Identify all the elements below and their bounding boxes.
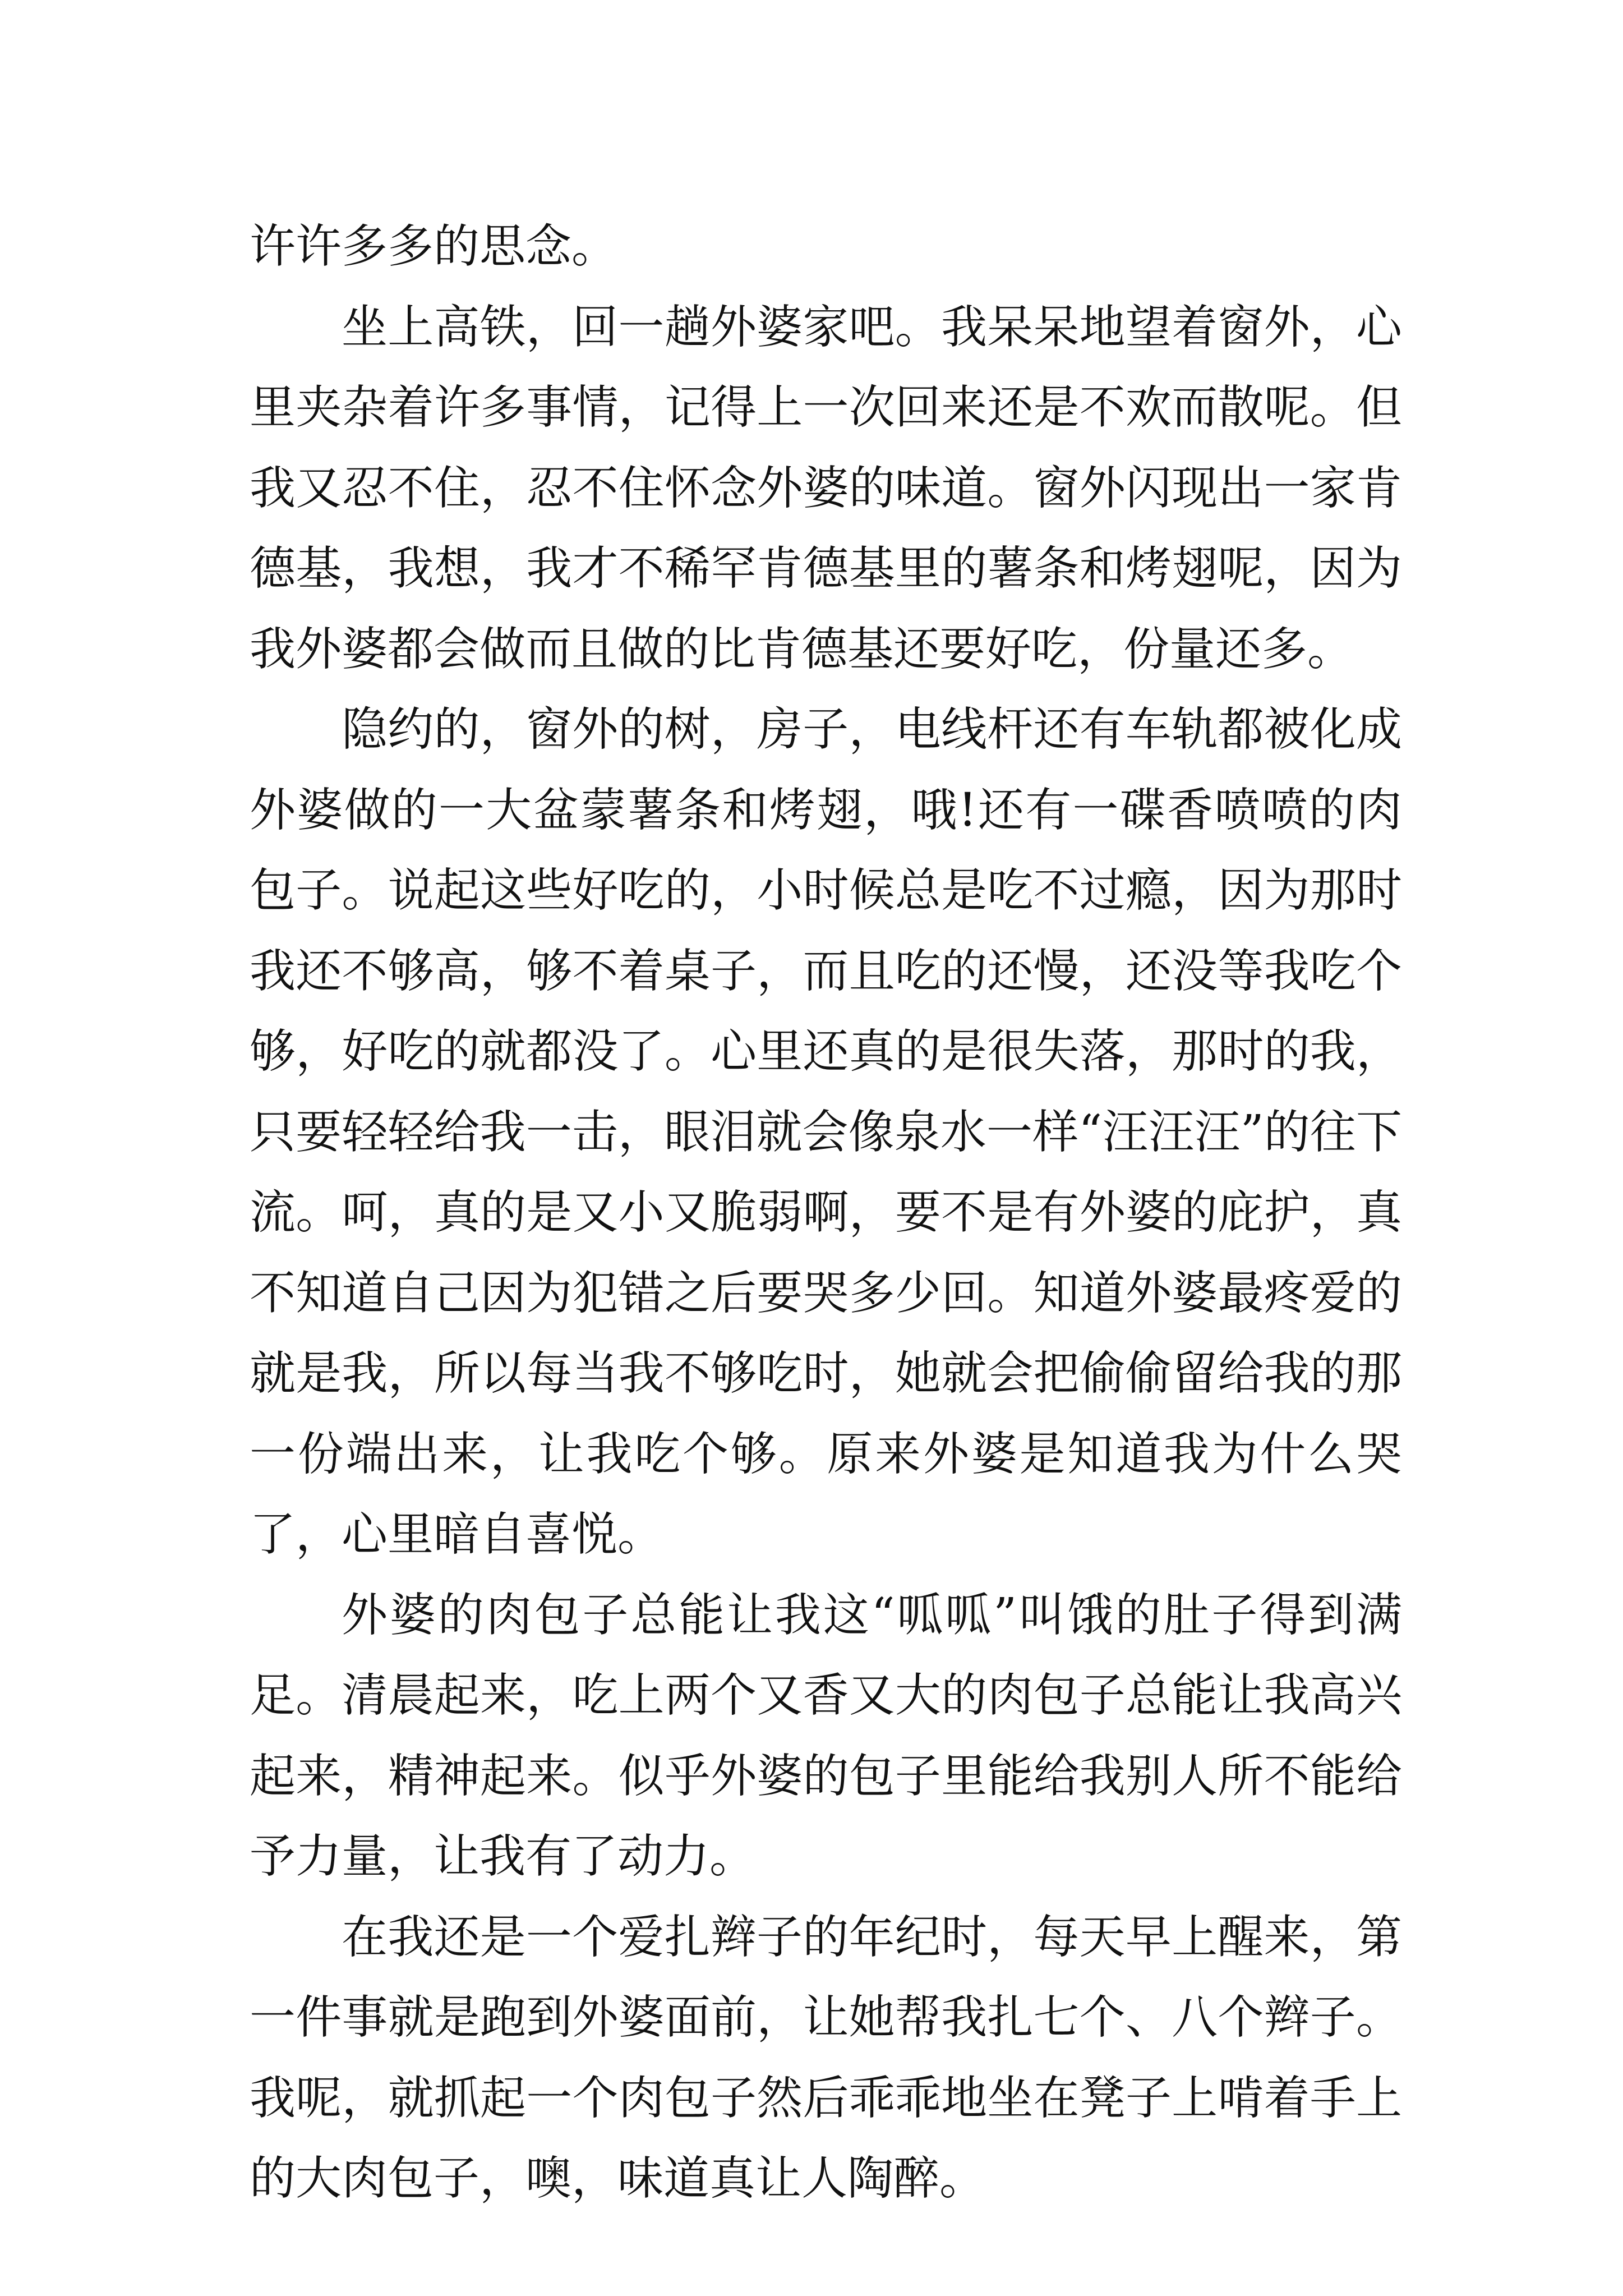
text-line: 忍不住，忍不住怀念外婆的味道。窗外闪现出一家肯德基， xyxy=(250,461,1402,595)
text-line: 说起这些好吃的，小时候总是吃不过瘾，因为那时我还不够 xyxy=(250,864,1402,998)
text-line: 外婆的肉包子总能让我这“呱呱”叫饿的肚子得到满足。 xyxy=(250,1588,1402,1722)
text-line: 清晨起来，吃上两个又香又大的肉包子总能让我高兴起来， xyxy=(250,1669,1402,1803)
text-line: 许许多多的思念。 xyxy=(250,220,618,273)
text-line: 包子，噢，味道真让人陶醉。 xyxy=(388,2152,986,2205)
text-line: 就抓起一个肉包子然后乖乖地坐在凳子上啃着手上的大肉 xyxy=(250,2071,1402,2205)
paragraph-4 xyxy=(250,1575,1402,1897)
text-line: 就都没了。心里还真的是很失落，那时的我，只要轻轻给我 xyxy=(250,1025,1402,1159)
paragraph-3 xyxy=(250,689,1402,1575)
paragraph-5 xyxy=(250,1897,1402,2219)
text-line: 个够。原来外婆是知道我为什么哭了，心里暗自喜悦。 xyxy=(250,1427,1402,1561)
text-line: 坐上高铁，回一趟外婆家吧。我呆呆地望着窗外，心里 xyxy=(250,300,1402,434)
text-line: 婆做的一大盆蒙薯条和烤翅，哦!还有一碟香喷喷的肉包子。 xyxy=(250,783,1402,917)
text-line: 一击，眼泪就会像泉水一样“汪汪汪”的往下流。呵，真的 xyxy=(250,1105,1402,1239)
text-line: 我不够吃时，她就会把偷偷留给我的那一份端出来，让我吃 xyxy=(250,1347,1402,1481)
text-line: 让我有了动力。 xyxy=(434,1830,756,1883)
document-body xyxy=(250,206,1402,2219)
text-line: 犯错之后要哭多少回。知道外婆最疼爱的就是我，所以每当 xyxy=(250,1266,1402,1400)
text-line: 会做而且做的比肯德基还要好吃，份量还多。 xyxy=(434,622,1354,676)
text-line: 夹杂着许多事情，记得上一次回来还是不欢而散呢。但我又 xyxy=(250,381,1402,515)
text-line: 隐约的，窗外的树，房子，电线杆还有车轨都被化成外 xyxy=(250,703,1402,837)
paragraph-2 xyxy=(250,287,1402,690)
text-line: 我想，我才不稀罕肯德基里的薯条和烤翅呢，因为我外婆都 xyxy=(250,542,1402,676)
text-line: 精神起来。似乎外婆的包子里能给我别人所不能给予力量， xyxy=(250,1749,1402,1883)
text-line: 高，够不着桌子，而且吃的还慢，还没等我吃个够，好吃的 xyxy=(250,944,1402,1078)
text-line: 在我还是一个爱扎辫子的年纪时，每天早上醒来，第一 xyxy=(250,1910,1402,2044)
paragraph-1 xyxy=(250,206,1402,287)
text-line: 是又小又脆弱啊，要不是有外婆的庇护，真不知道自己因为 xyxy=(250,1186,1402,1320)
text-line: 件事就是跑到外婆面前，让她帮我扎七个、八个辫子。我呢， xyxy=(250,1991,1402,2125)
